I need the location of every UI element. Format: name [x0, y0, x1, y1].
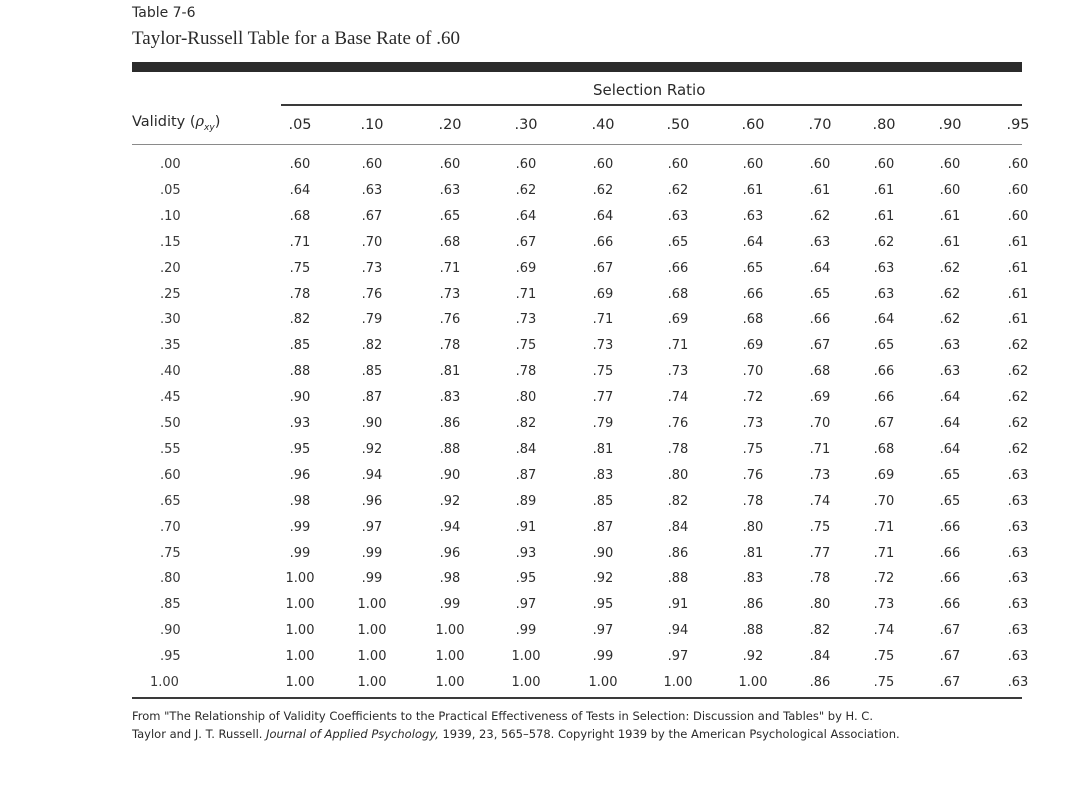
- table-cell: .63: [1007, 545, 1029, 561]
- table-cell: .70: [809, 416, 831, 431]
- group-heading: Selection Ratio: [593, 81, 706, 99]
- table-cell: .66: [873, 364, 895, 380]
- table-cell: .68: [289, 208, 311, 224]
- table-cell: .85: [289, 338, 311, 354]
- table-cell: .83: [592, 467, 614, 483]
- table-cell: .86: [667, 545, 689, 561]
- table-cell: .75: [289, 260, 311, 276]
- table-cell: .66: [939, 545, 961, 561]
- footnote-line-2: [132, 725, 1032, 743]
- rho-symbol: ρ: [195, 114, 205, 130]
- table-cell: 1.00: [511, 649, 541, 665]
- table-cell: .67: [361, 208, 383, 224]
- table-cell: .72: [873, 571, 895, 587]
- table-cell: .71: [873, 519, 895, 535]
- table-cell: .63: [1007, 675, 1029, 690]
- table-cell: .70: [361, 234, 383, 250]
- validity-cell: .90: [160, 623, 181, 639]
- table-cell: .95: [515, 571, 537, 587]
- table-cell: .75: [873, 675, 895, 690]
- table-cell: .67: [939, 649, 961, 665]
- table-cell: .64: [809, 260, 831, 276]
- column-header: .90: [938, 117, 962, 133]
- table-cell: .93: [515, 545, 537, 561]
- table-cell: .62: [515, 182, 537, 198]
- table-cell: 1.00: [435, 649, 465, 665]
- table-cell: .79: [361, 312, 383, 328]
- table-cell: .65: [939, 467, 961, 483]
- table-cell: .69: [809, 390, 831, 406]
- table-cell: .62: [939, 286, 961, 302]
- table-cell: .60: [742, 157, 764, 172]
- table-cell: .63: [1007, 467, 1029, 483]
- table-cell: .66: [939, 519, 961, 535]
- table-cell: .88: [742, 623, 764, 639]
- table-cell: .62: [1007, 416, 1029, 431]
- table-cell: .73: [515, 312, 537, 328]
- table-cell: .85: [361, 364, 383, 380]
- table-cell: .73: [361, 260, 383, 276]
- table-cell: .73: [439, 286, 461, 302]
- validity-cell: .85: [160, 597, 181, 613]
- table-cell: .63: [742, 208, 764, 224]
- table-cell: .60: [439, 157, 461, 172]
- table-cell: .72: [742, 390, 764, 406]
- validity-cell: .45: [160, 390, 181, 406]
- table-cell: 1.00: [285, 675, 315, 690]
- table-cell: .92: [592, 571, 614, 587]
- table-cell: .99: [289, 519, 311, 535]
- table-cell: .81: [592, 441, 614, 457]
- table-cell: .91: [667, 597, 689, 613]
- column-header: .70: [808, 117, 832, 133]
- table-cell: .61: [873, 182, 895, 198]
- validity-cell: .00: [160, 157, 181, 172]
- table-cell: .94: [439, 519, 461, 535]
- table-cell: .71: [667, 338, 689, 354]
- table-cell: .73: [873, 597, 895, 613]
- table-cell: .62: [1007, 390, 1029, 406]
- table-cell: .67: [939, 623, 961, 639]
- validity-cell: .35: [160, 338, 181, 354]
- table-cell: .96: [439, 545, 461, 561]
- table-cell: .77: [809, 545, 831, 561]
- table-cell: .78: [515, 364, 537, 380]
- validity-cell: .25: [160, 286, 181, 302]
- footnote-authors: Taylor and J. T. Russell.: [132, 727, 267, 741]
- table-cell: .66: [873, 390, 895, 406]
- table-cell: .82: [667, 493, 689, 509]
- table-cell: .64: [515, 208, 537, 224]
- table-cell: .66: [939, 597, 961, 613]
- table-cell: .69: [515, 260, 537, 276]
- table-cell: .66: [939, 571, 961, 587]
- table-cell: .63: [439, 182, 461, 198]
- table-cell: .90: [592, 545, 614, 561]
- table-cell: 1.00: [588, 675, 618, 690]
- table-cell: .68: [809, 364, 831, 380]
- table-cell: .88: [667, 571, 689, 587]
- table-cell: .82: [515, 416, 537, 431]
- validity-cell: .15: [160, 234, 181, 250]
- table-cell: .61: [873, 208, 895, 224]
- column-header: .80: [872, 117, 896, 133]
- column-header: .30: [514, 117, 538, 133]
- table-cell: .92: [361, 441, 383, 457]
- table-cell: .60: [667, 157, 689, 172]
- table-cell: .81: [439, 364, 461, 380]
- table-cell: .64: [742, 234, 764, 250]
- table-cell: .67: [873, 416, 895, 431]
- table-cell: .89: [515, 493, 537, 509]
- table-cell: .64: [592, 208, 614, 224]
- table-cell: .60: [873, 157, 895, 172]
- column-header: .95: [1006, 117, 1030, 133]
- table-cell: .78: [809, 571, 831, 587]
- table-cell: .66: [742, 286, 764, 302]
- table-cell: .60: [515, 157, 537, 172]
- table-cell: .82: [809, 623, 831, 639]
- table-cell: .69: [592, 286, 614, 302]
- stub-heading: [132, 114, 220, 133]
- table-cell: .96: [289, 467, 311, 483]
- table-cell: .76: [667, 416, 689, 431]
- validity-cell: .40: [160, 364, 181, 380]
- validity-cell: .95: [160, 649, 181, 665]
- validity-cell: .50: [160, 416, 181, 431]
- table-cell: .66: [809, 312, 831, 328]
- table-cell: .62: [873, 234, 895, 250]
- table-cell: .99: [592, 649, 614, 665]
- validity-cell: .10: [160, 208, 181, 224]
- table-cell: .60: [939, 182, 961, 198]
- table-cell: .97: [361, 519, 383, 535]
- table-cell: .60: [592, 157, 614, 172]
- table-cell: .63: [809, 234, 831, 250]
- table-cell: .99: [439, 597, 461, 613]
- table-cell: 1.00: [285, 597, 315, 613]
- table-cell: .95: [289, 441, 311, 457]
- table-cell: .63: [873, 286, 895, 302]
- column-header: .60: [741, 117, 765, 133]
- table-cell: 1.00: [285, 571, 315, 587]
- table-cell: .76: [742, 467, 764, 483]
- table-cell: .73: [809, 467, 831, 483]
- footnote-citation: 1939, 23, 565–578. Copyright 1939 by the American Psychological Association.: [438, 727, 900, 741]
- table-title: Taylor-Russell Table for a Base Rate of .60: [132, 28, 460, 49]
- table-cell: 1.00: [285, 623, 315, 639]
- table-cell: 1.00: [285, 649, 315, 665]
- table-cell: .66: [592, 234, 614, 250]
- table-cell: 1.00: [357, 675, 387, 690]
- table-cell: .87: [592, 519, 614, 535]
- table-cell: .63: [1007, 649, 1029, 665]
- table-cell: .62: [939, 312, 961, 328]
- table-cell: .71: [873, 545, 895, 561]
- table-cell: .83: [742, 571, 764, 587]
- table-cell: .75: [809, 519, 831, 535]
- table-cell: .80: [742, 519, 764, 535]
- column-header: .50: [666, 117, 690, 133]
- table-cell: .60: [939, 157, 961, 172]
- table-cell: .86: [439, 416, 461, 431]
- table-cell: .63: [667, 208, 689, 224]
- table-cell: 1.00: [663, 675, 693, 690]
- table-cell: .70: [873, 493, 895, 509]
- table-cell: .86: [809, 675, 831, 690]
- table-cell: .62: [939, 260, 961, 276]
- table-cell: .87: [361, 390, 383, 406]
- table-cell: .93: [289, 416, 311, 431]
- table-cell: .73: [742, 416, 764, 431]
- table-cell: .62: [592, 182, 614, 198]
- table-cell: .76: [361, 286, 383, 302]
- table-cell: .94: [667, 623, 689, 639]
- table-cell: .63: [939, 364, 961, 380]
- table-cell: .99: [515, 623, 537, 639]
- validity-cell: .55: [160, 441, 181, 457]
- table-cell: .99: [289, 545, 311, 561]
- table-cell: .80: [809, 597, 831, 613]
- table-label: Table 7-6: [132, 5, 196, 21]
- table-cell: .98: [439, 571, 461, 587]
- table-cell: .69: [742, 338, 764, 354]
- table-cell: 1.00: [738, 675, 768, 690]
- table-cell: .65: [667, 234, 689, 250]
- table-cell: .92: [742, 649, 764, 665]
- table-cell: .76: [439, 312, 461, 328]
- table-cell: .64: [939, 390, 961, 406]
- table-cell: .61: [1007, 286, 1029, 302]
- group-rule: [281, 104, 1022, 106]
- table-cell: .82: [361, 338, 383, 354]
- table-cell: .74: [667, 390, 689, 406]
- validity-cell: .80: [160, 571, 181, 587]
- table-cell: .70: [742, 364, 764, 380]
- footnote-journal: Journal of Applied Psychology,: [266, 727, 439, 741]
- table-cell: .60: [289, 157, 311, 172]
- table-cell: .78: [667, 441, 689, 457]
- table-cell: .95: [592, 597, 614, 613]
- column-header: .05: [288, 117, 312, 133]
- table-cell: .71: [592, 312, 614, 328]
- table-cell: 1.00: [357, 597, 387, 613]
- table-cell: .67: [592, 260, 614, 276]
- table-cell: .71: [809, 441, 831, 457]
- table-cell: .99: [361, 545, 383, 561]
- table-cell: 1.00: [435, 623, 465, 639]
- column-header: .20: [438, 117, 462, 133]
- table-cell: 1.00: [357, 623, 387, 639]
- table-cell: .61: [1007, 312, 1029, 328]
- table-cell: .67: [809, 338, 831, 354]
- table-cell: .86: [742, 597, 764, 613]
- stub-heading-text: Validity (: [132, 114, 196, 130]
- table-cell: .94: [361, 467, 383, 483]
- header-rule: [132, 144, 1022, 145]
- table-cell: .75: [873, 649, 895, 665]
- table-cell: .60: [809, 157, 831, 172]
- stub-heading-subscript: xy: [204, 122, 215, 133]
- table-cell: .71: [439, 260, 461, 276]
- table-cell: .88: [289, 364, 311, 380]
- table-cell: .63: [1007, 519, 1029, 535]
- table-cell: 1.00: [511, 675, 541, 690]
- table-cell: .92: [439, 493, 461, 509]
- table-cell: .62: [809, 208, 831, 224]
- table-cell: .90: [361, 416, 383, 431]
- table-cell: .63: [1007, 623, 1029, 639]
- table-cell: .67: [939, 675, 961, 690]
- validity-cell: .20: [160, 260, 181, 276]
- table-cell: 1.00: [357, 649, 387, 665]
- table-cell: .61: [939, 208, 961, 224]
- table-cell: .90: [289, 390, 311, 406]
- table-cell: .68: [742, 312, 764, 328]
- table-cell: .71: [289, 234, 311, 250]
- table-cell: .91: [515, 519, 537, 535]
- column-header: .40: [591, 117, 615, 133]
- table-cell: .60: [1007, 157, 1029, 172]
- table-cell: .90: [439, 467, 461, 483]
- table-cell: .60: [1007, 208, 1029, 224]
- validity-cell: .65: [160, 493, 181, 509]
- table-cell: .80: [667, 467, 689, 483]
- table-cell: .65: [809, 286, 831, 302]
- table-cell: .75: [592, 364, 614, 380]
- table-cell: .77: [592, 390, 614, 406]
- table-cell: .62: [1007, 338, 1029, 354]
- table-cell: .69: [873, 467, 895, 483]
- table-cell: .87: [515, 467, 537, 483]
- table-cell: .68: [667, 286, 689, 302]
- table-cell: .64: [873, 312, 895, 328]
- table-cell: .63: [1007, 493, 1029, 509]
- table-cell: .60: [1007, 182, 1029, 198]
- table-cell: .61: [1007, 260, 1029, 276]
- table-cell: .68: [439, 234, 461, 250]
- table-cell: .84: [667, 519, 689, 535]
- table-cell: .63: [1007, 597, 1029, 613]
- table-cell: .63: [939, 338, 961, 354]
- table-cell: .65: [873, 338, 895, 354]
- validity-cell: .75: [160, 545, 181, 561]
- table-cell: .97: [592, 623, 614, 639]
- table-cell: .68: [873, 441, 895, 457]
- table-cell: .96: [361, 493, 383, 509]
- stub-heading-close: ): [214, 114, 221, 130]
- table-cell: .61: [809, 182, 831, 198]
- table-cell: .75: [515, 338, 537, 354]
- validity-cell: .60: [160, 467, 181, 483]
- table-cell: .67: [515, 234, 537, 250]
- table-cell: .81: [742, 545, 764, 561]
- table-cell: .97: [667, 649, 689, 665]
- table-cell: .66: [667, 260, 689, 276]
- table-cell: .64: [939, 441, 961, 457]
- table-cell: .97: [515, 597, 537, 613]
- table-cell: .88: [439, 441, 461, 457]
- table-cell: .79: [592, 416, 614, 431]
- source-footnote: [132, 707, 1032, 743]
- validity-cell: 1.00: [150, 675, 179, 690]
- table-cell: .85: [592, 493, 614, 509]
- table-cell: .84: [809, 649, 831, 665]
- table-cell: .62: [1007, 364, 1029, 380]
- table-cell: .62: [1007, 441, 1029, 457]
- table-cell: .78: [289, 286, 311, 302]
- table-cell: .61: [939, 234, 961, 250]
- table-cell: .61: [742, 182, 764, 198]
- table-cell: .71: [515, 286, 537, 302]
- table-cell: .98: [289, 493, 311, 509]
- table-cell: .65: [939, 493, 961, 509]
- footnote-line-1: From "The Relationship of Validity Coefficients to the Practical Effectiveness of Tests in Selection: Discussion and Tables" by H. C.: [132, 709, 873, 723]
- table-cell: .74: [873, 623, 895, 639]
- table-cell: .78: [742, 493, 764, 509]
- table-cell: .99: [361, 571, 383, 587]
- table-cell: .73: [592, 338, 614, 354]
- validity-cell: .30: [160, 312, 181, 328]
- table-cell: .64: [289, 182, 311, 198]
- table-cell: .83: [439, 390, 461, 406]
- table-cell: .63: [361, 182, 383, 198]
- table-cell: .60: [361, 157, 383, 172]
- validity-cell: .05: [160, 182, 181, 198]
- table-cell: .80: [515, 390, 537, 406]
- table-cell: .63: [873, 260, 895, 276]
- table-cell: .63: [1007, 571, 1029, 587]
- table-cell: .82: [289, 312, 311, 328]
- table-cell: .62: [667, 182, 689, 198]
- table-cell: .69: [667, 312, 689, 328]
- table-cell: .73: [667, 364, 689, 380]
- validity-cell: .70: [160, 519, 181, 535]
- column-header: .10: [360, 117, 384, 133]
- bottom-rule: [132, 697, 1022, 699]
- table-cell: 1.00: [435, 675, 465, 690]
- table-cell: .75: [742, 441, 764, 457]
- top-rule: [132, 62, 1022, 72]
- table-cell: .84: [515, 441, 537, 457]
- table-cell: .64: [939, 416, 961, 431]
- table-cell: .61: [1007, 234, 1029, 250]
- table-cell: .78: [439, 338, 461, 354]
- table-cell: .65: [742, 260, 764, 276]
- table-cell: .65: [439, 208, 461, 224]
- table-cell: .74: [809, 493, 831, 509]
